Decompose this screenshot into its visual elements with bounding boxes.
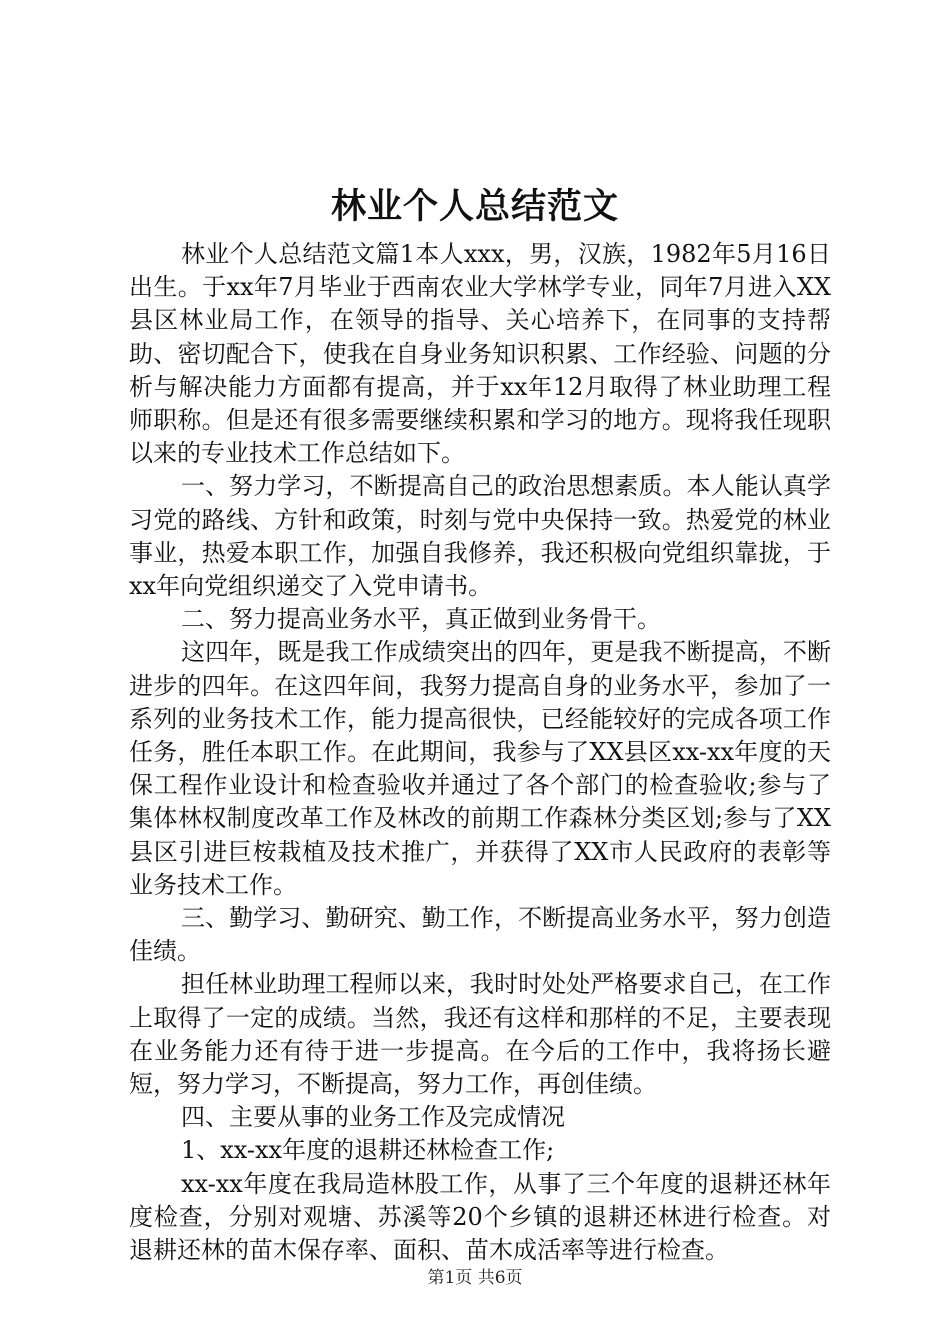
paragraph-section-2-heading: 二、努力提高业务水平，真正做到业务骨干。 (181, 605, 661, 634)
document-title: 林业个人总结范文 (330, 186, 619, 227)
paragraph-section-3-heading: 三、勤学习、勤研究、勤工作，不断提高业务水平，努力创造佳绩。 (129, 904, 831, 966)
paragraph-item-1-body: xx-xx年度在我局造林股工作，从事了三个年度的退耕还林年度检查，分别对观塘、苏溪等20个乡镇的退耕还林进行检查。对退耕还林的苗木保存率、面积、苗木成活率等进行检查。 (129, 1169, 831, 1265)
paragraph-item-1-heading: 1、xx-xx年度的退耕还林检查工作; (181, 1136, 555, 1165)
paragraph-section-4-heading: 四、主要从事的业务工作及完成情况 (181, 1103, 565, 1132)
document-body (129, 238, 831, 1267)
paragraph-section-3-body: 担任林业助理工程师以来，我时时处处严格要求自己，在工作上取得了一定的成绩。当然，我还有这样和那样的不足，主要表现在业务能力还有待于进一步提高。在今后的工作中，我将扬长避短，努力学习，不断提高，努力工作，再创佳绩。 (129, 970, 831, 1099)
paragraph-section-2-body: 这四年，既是我工作成绩突出的四年，更是我不断提高，不断进步的四年。在这四年间，我努力提高自身的业务水平，参加了一系列的业务技术工作，能力提高很快，已经能较好的完成各项工作任务，胜任本职工作。在此期间，我参与了XX县区xx-xx年度的天保工程作业设计和检查验收并通过了各个部门的检查验收;参与了集体林权制度改革工作及林改的前期工作森林分类区划;参与了XX县区引进巨桉栽植及技术推广，并获得了XX市人民政府的表彰等业务技术工作。 (129, 638, 831, 899)
paragraph-intro: 林业个人总结范文篇1本人xxx，男，汉族，1982年5月16日出生。于xx年7月毕业于西南农业大学林学专业，同年7月进入XX县区林业局工作，在领导的指导、关心培养下，在同事的支持帮助、密切配合下，使我在自身业务知识积累、工作经验、问题的分析与解决能力方面都有提高，并于xx年12月取得了林业助理工程师职称。但是还有很多需要继续积累和学习的地方。现将我任现职以来的专业技术工作总结如下。 (129, 240, 831, 468)
page-footer: 第1页 共6页 (427, 1268, 523, 1288)
paragraph-section-1: 一、努力学习，不断提高自己的政治思想素质。本人能认真学习党的路线、方针和政策，时刻与党中央保持一致。热爱党的林业事业，热爱本职工作，加强自我修养，我还积极向党组织靠拢，于xx年向党组织递交了入党申请书。 (129, 472, 831, 601)
